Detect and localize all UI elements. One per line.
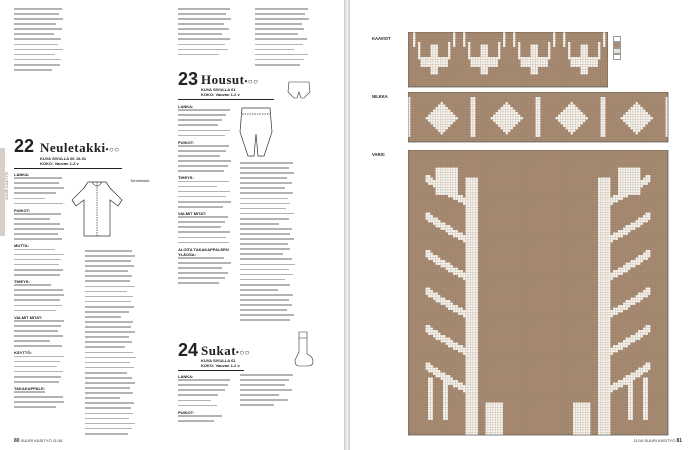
- section-heading: MUTTA:: [14, 243, 30, 249]
- text-line: [85, 346, 125, 348]
- pattern-size: KOKO: Vauvan 1-2 v: [201, 363, 240, 368]
- text-line: [178, 170, 224, 172]
- section-heading: LANKA:: [178, 104, 194, 109]
- text-line: [85, 352, 133, 354]
- text-line: [178, 181, 229, 183]
- text-line: [85, 407, 131, 409]
- text-line: [14, 187, 64, 189]
- header-rule: [178, 370, 244, 371]
- text-line: [85, 296, 133, 298]
- text-line: [14, 213, 61, 215]
- text-line: [240, 264, 295, 266]
- text-line: [14, 371, 63, 373]
- pattern-subtitle: KUVA SIVULLA 61: [201, 87, 236, 92]
- text-line: [14, 13, 59, 15]
- text-line: [240, 172, 294, 174]
- section-heading: VALMIT MITAT:: [178, 211, 207, 217]
- text-line: [85, 367, 134, 369]
- section-heading: LANKA:: [14, 172, 30, 177]
- text-line: [178, 165, 228, 167]
- right-page: [350, 0, 696, 450]
- text-line: [240, 269, 289, 271]
- pattern-size: KOKO: Vauvan 1-2 v: [40, 161, 79, 166]
- text-line: [85, 280, 130, 282]
- text-line: [14, 366, 57, 368]
- text-line: [85, 423, 135, 425]
- text-line: [178, 160, 231, 162]
- text-line: [14, 305, 62, 307]
- text-line: [178, 231, 230, 233]
- pants-schematic: [236, 104, 276, 160]
- text-line: [178, 216, 228, 218]
- jacket-schematic: [70, 178, 124, 240]
- text-line: [14, 44, 58, 46]
- text-line: [178, 221, 225, 223]
- text-line: [178, 384, 228, 386]
- text-line: [14, 182, 59, 184]
- text-line: [240, 294, 293, 296]
- text-line: [240, 309, 287, 311]
- text-line: [240, 374, 293, 376]
- text-line: [178, 38, 230, 40]
- text-line: [14, 294, 64, 296]
- text-line: [14, 228, 64, 230]
- text-line: [240, 218, 289, 220]
- text-line: [14, 284, 51, 286]
- left-page: [0, 0, 344, 450]
- text-line: [85, 397, 120, 399]
- text-line: [240, 223, 279, 225]
- text-line: [14, 376, 61, 378]
- text-line: [178, 135, 225, 137]
- text-line: [14, 59, 61, 61]
- text-line: [85, 331, 135, 333]
- text-line: [240, 394, 279, 396]
- text-line: [178, 389, 225, 391]
- text-line: [14, 69, 52, 71]
- jacket-outline: [72, 182, 122, 236]
- pattern-subtitle: KUVA SIVULLA 60 JA 61: [40, 156, 87, 161]
- text-line: [14, 345, 62, 347]
- text-line: [240, 167, 289, 169]
- text-line: [240, 253, 283, 255]
- text-line: [255, 38, 307, 40]
- magazine-name: 11/16 SUURI KÄSITYÖ: [633, 438, 676, 443]
- text-line: [240, 192, 293, 194]
- text-line: [14, 54, 55, 56]
- text-line: [85, 316, 121, 318]
- section-heading: TIHEYS:: [14, 279, 30, 285]
- pattern-size: KOKO: Vauvan 1-2 v: [201, 92, 240, 97]
- diagram-label: Neuletakki: [130, 178, 150, 183]
- text-line: [178, 54, 219, 56]
- text-column-6: [255, 8, 311, 68]
- text-line: [240, 228, 292, 230]
- text-line: [14, 223, 60, 225]
- text-line: [178, 28, 229, 30]
- section-heading: KÄYTTÖ:: [14, 350, 32, 356]
- section-heading: PUIKOT:: [14, 207, 30, 213]
- text-line: [14, 310, 56, 312]
- text-line: [240, 404, 274, 406]
- text-line: [240, 379, 289, 381]
- text-line: [240, 399, 288, 401]
- text-line: [14, 33, 54, 35]
- text-line: [85, 275, 132, 277]
- magazine-name: SUURI KÄSITYÖ 11/16: [20, 438, 63, 443]
- text-line: [178, 23, 224, 25]
- text-line: [14, 28, 62, 30]
- header-rule: [14, 168, 122, 169]
- knitting-chart-large: [408, 150, 670, 436]
- text-line: [178, 405, 217, 407]
- text-line: [14, 396, 63, 398]
- text-line: [85, 250, 132, 252]
- text-line: [178, 8, 230, 10]
- text-line: [14, 198, 45, 200]
- text-line: [178, 196, 226, 198]
- text-line: [85, 291, 127, 293]
- text-line: [255, 23, 302, 25]
- chart-label-nilkka: NILKKA: [372, 94, 388, 99]
- text-line: [85, 336, 129, 338]
- pattern-number: 22: [14, 136, 35, 156]
- text-line: [85, 270, 128, 272]
- text-line: [14, 340, 50, 342]
- text-line: [240, 299, 289, 301]
- text-line: [14, 264, 59, 266]
- text-line: [255, 18, 309, 20]
- text-line: [85, 306, 134, 308]
- text-column-7: [240, 162, 296, 332]
- text-line: [85, 357, 136, 359]
- text-line: [178, 242, 229, 244]
- text-line: [240, 284, 290, 286]
- text-line: [14, 299, 60, 301]
- text-line: [178, 267, 222, 269]
- text-line: [178, 237, 226, 239]
- page-number: 80: [14, 438, 20, 444]
- text-line: [178, 206, 223, 208]
- text-line: [240, 314, 294, 316]
- text-line: [178, 226, 221, 228]
- text-line: [14, 361, 60, 363]
- text-line: [85, 413, 133, 415]
- text-line: [178, 109, 230, 111]
- pattern-title: Housut•○○: [201, 72, 259, 87]
- text-line: [14, 325, 61, 327]
- text-line: [255, 13, 305, 15]
- text-line: [14, 249, 55, 251]
- text-line: [178, 257, 224, 259]
- text-line: [14, 233, 58, 235]
- text-line: [85, 341, 132, 343]
- text-line: [85, 301, 131, 303]
- text-line: [14, 8, 62, 10]
- text-line: [178, 150, 226, 152]
- text-line: [14, 406, 56, 408]
- text-column-8: [178, 374, 233, 436]
- text-line: [14, 269, 63, 271]
- text-line: [240, 198, 288, 200]
- text-line: [255, 28, 304, 30]
- text-column-3: [85, 250, 137, 435]
- text-line: [85, 326, 131, 328]
- text-line: [255, 49, 294, 51]
- text-line: [178, 119, 222, 121]
- text-line: [14, 401, 64, 403]
- text-line: [85, 392, 133, 394]
- text-line: [14, 238, 62, 240]
- text-line: [240, 238, 294, 240]
- text-line: [178, 114, 226, 116]
- knitting-chart-middle: [408, 92, 670, 144]
- text-line: [85, 265, 134, 267]
- text-line: [85, 387, 130, 389]
- text-line: [240, 319, 290, 321]
- section-heading: LANKA:: [178, 374, 194, 379]
- text-line: [240, 208, 286, 210]
- text-line: [14, 320, 64, 322]
- text-line: [14, 177, 62, 179]
- text-line: [240, 177, 287, 179]
- pattern-number: 24: [178, 340, 199, 360]
- text-line: [240, 274, 293, 276]
- text-line: [85, 428, 132, 430]
- sock-schematic: [293, 330, 315, 368]
- text-line: [85, 260, 131, 262]
- text-line: [85, 433, 128, 435]
- pattern-title: Neuletakki•○○: [40, 140, 120, 155]
- pattern-subtitle: KUVA SIVULLA 61: [201, 358, 236, 363]
- text-line: [240, 233, 290, 235]
- section-heading: VALMIT MITAT:: [14, 314, 43, 320]
- text-line: [178, 394, 218, 396]
- knitting-chart-top: [408, 32, 608, 88]
- text-line: [178, 262, 231, 264]
- text-line: [14, 254, 64, 256]
- text-line: [178, 400, 211, 402]
- text-line: [14, 259, 61, 261]
- pants-thumbnail: [286, 80, 312, 100]
- text-line: [178, 44, 225, 46]
- text-line: [14, 289, 63, 291]
- page-number: 81: [676, 438, 682, 444]
- text-line: [14, 23, 56, 25]
- pants-outline: [240, 108, 272, 156]
- text-line: [255, 33, 298, 35]
- text-line: [178, 18, 231, 20]
- chart-legend: [613, 36, 624, 60]
- text-line: [178, 124, 218, 126]
- text-line: [178, 191, 230, 193]
- text-line: [14, 192, 56, 194]
- text-line: [240, 304, 292, 306]
- text-line: [85, 377, 132, 379]
- text-line: [240, 384, 285, 386]
- text-line: [85, 382, 135, 384]
- text-line: [85, 255, 135, 257]
- legend-swatch: [613, 54, 621, 60]
- text-line: [178, 277, 225, 279]
- text-line: [178, 145, 229, 147]
- text-line: [178, 155, 220, 157]
- text-line: [14, 49, 63, 51]
- text-line: [255, 54, 308, 56]
- text-column-2: [14, 172, 66, 437]
- text-line: [85, 321, 133, 323]
- text-line: [178, 33, 222, 35]
- text-line: [240, 243, 288, 245]
- text-line: [240, 213, 294, 215]
- page-footer: [14, 438, 62, 444]
- legend-entry: [613, 54, 624, 60]
- text-line: [240, 162, 293, 164]
- text-line: [14, 218, 50, 220]
- text-line: [85, 372, 127, 374]
- text-line: [255, 8, 308, 10]
- page-footer: [634, 438, 682, 444]
- section-heading: TIHEYS:: [178, 175, 194, 181]
- section-heading: PUIKOT:: [178, 409, 194, 415]
- text-line: [255, 59, 304, 61]
- text-line: [14, 203, 63, 205]
- text-line: [14, 335, 63, 337]
- text-line: [85, 362, 130, 364]
- text-line: [240, 203, 290, 205]
- text-line: [178, 13, 226, 15]
- text-line: [85, 286, 135, 288]
- pattern-title: Sukat•○○: [201, 343, 250, 358]
- text-line: [14, 391, 45, 393]
- text-line: [178, 49, 228, 51]
- text-line: [85, 311, 129, 313]
- text-column-4: [178, 8, 233, 68]
- text-line: [255, 44, 303, 46]
- text-line: [178, 272, 228, 274]
- text-line: [14, 274, 60, 276]
- text-line: [255, 64, 300, 66]
- text-line: [14, 64, 60, 66]
- text-line: [178, 379, 230, 381]
- section-heading: TAKAKAPPALE:: [14, 386, 45, 392]
- header-rule: [178, 99, 274, 100]
- section-heading: ALOITA TAKAKAPPALEEN YLÄOSA:: [178, 246, 229, 257]
- vertical-running-title: SUURI KÄSITYÖ: [5, 172, 9, 200]
- text-line: [240, 279, 285, 281]
- text-line: [178, 415, 222, 417]
- text-line: [178, 282, 219, 284]
- text-line: [14, 381, 59, 383]
- section-heading: PUIKOT:: [178, 139, 194, 145]
- text-line: [240, 182, 292, 184]
- text-line: [85, 418, 129, 420]
- text-line: [85, 402, 134, 404]
- text-line: [178, 420, 214, 422]
- text-line: [178, 201, 231, 203]
- text-line: [14, 38, 61, 40]
- text-column-9: [240, 374, 296, 436]
- text-line: [240, 389, 292, 391]
- text-line: [240, 248, 290, 250]
- chart-label-varsi: VARSI: [372, 152, 385, 157]
- text-line: [240, 258, 292, 260]
- text-line: [240, 289, 278, 291]
- text-line: [14, 330, 58, 332]
- text-line: [240, 187, 285, 189]
- chart-label-kaaviot: KAAVIOT: [372, 36, 391, 41]
- text-line: [14, 18, 63, 20]
- text-line: [178, 130, 230, 132]
- text-line: [178, 186, 217, 188]
- text-line: [14, 356, 64, 358]
- pattern-number: 23: [178, 69, 199, 89]
